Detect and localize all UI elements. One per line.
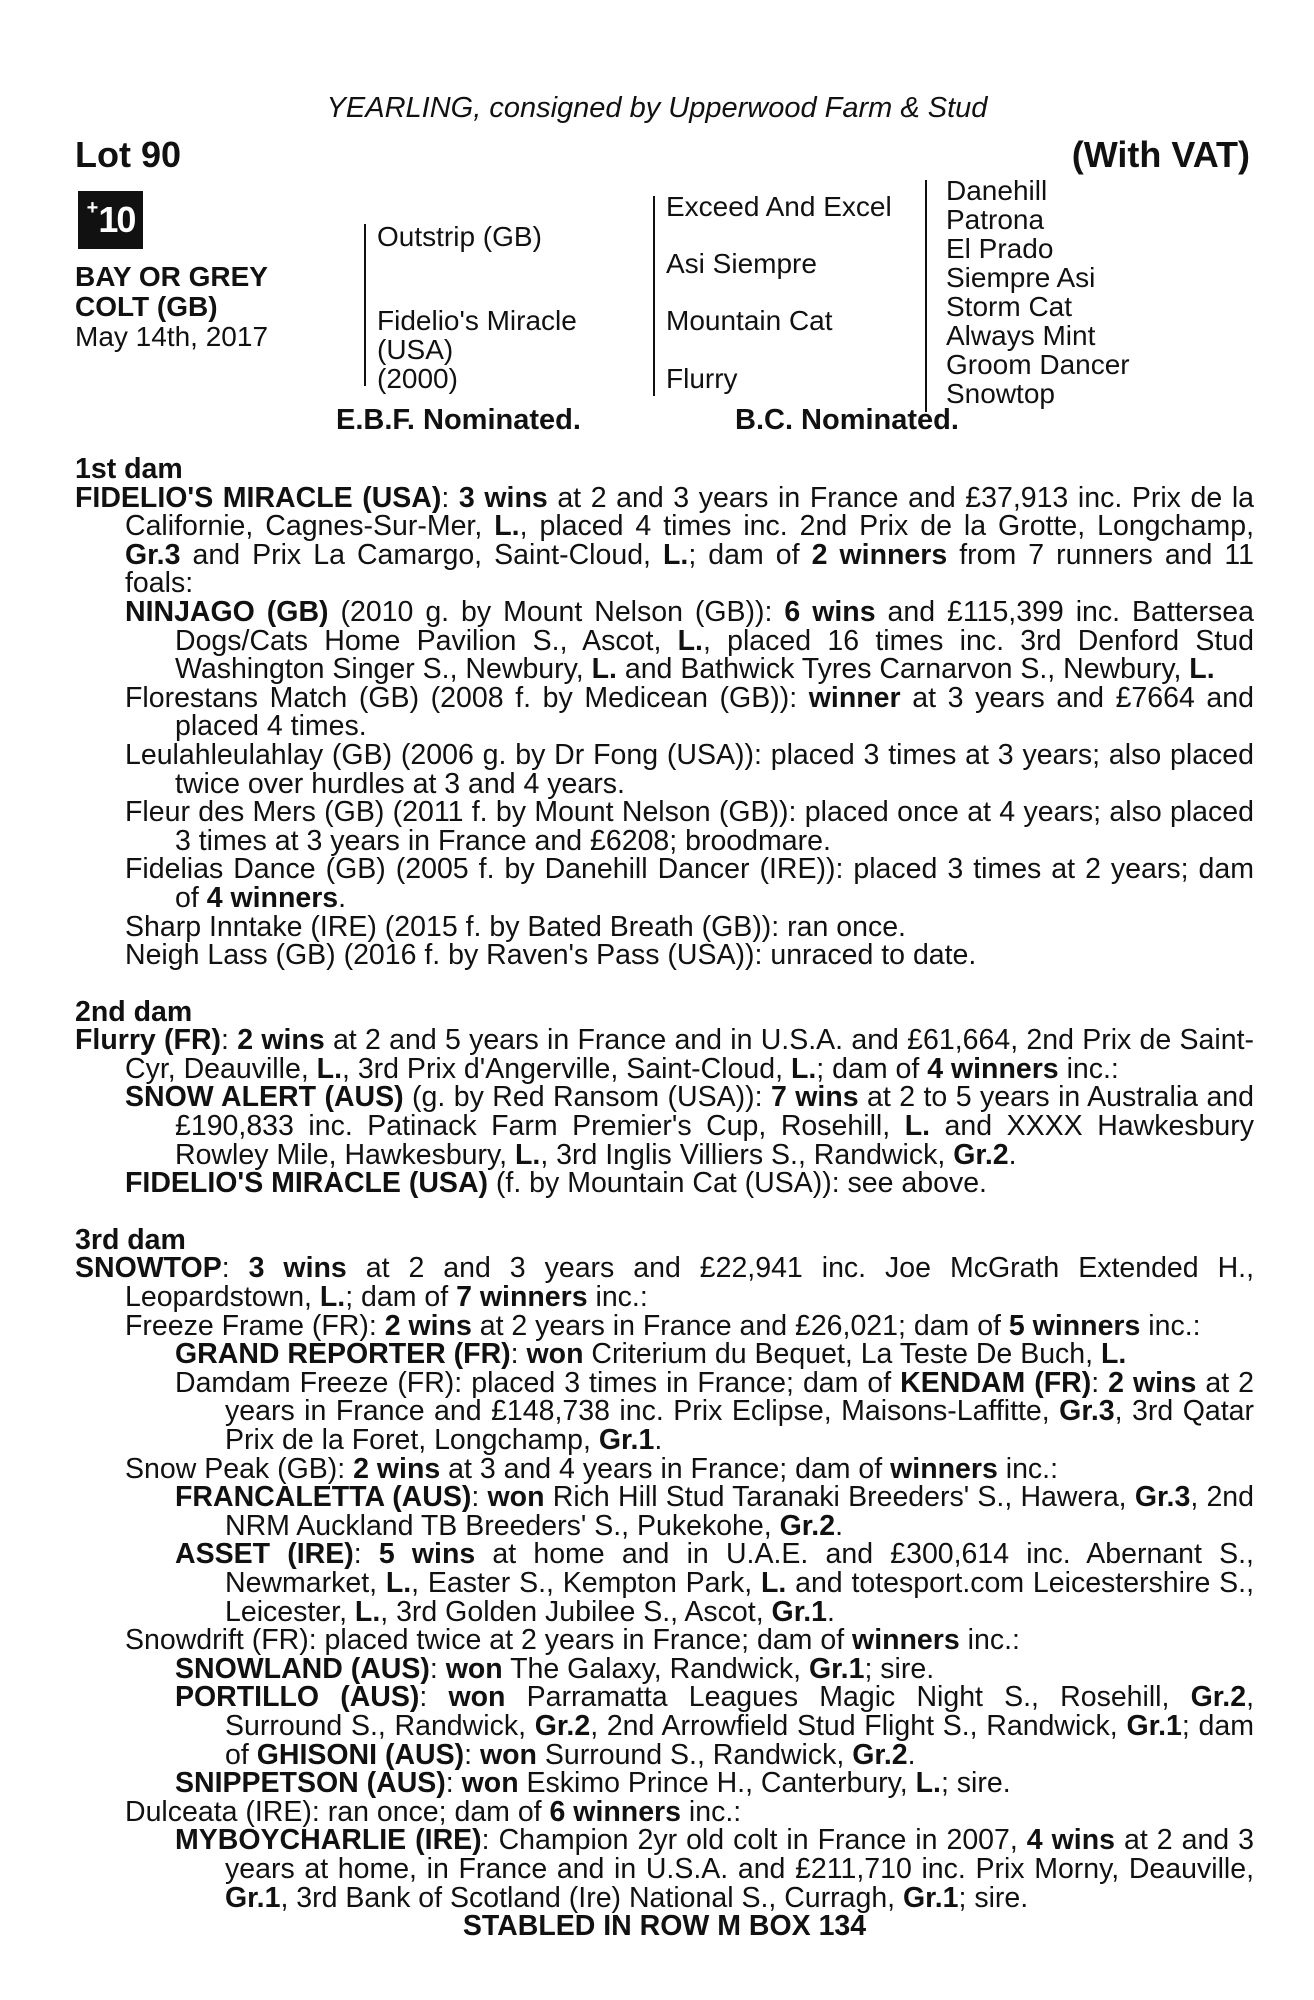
pedigree-ggp-4: Siempre Asi <box>946 262 1096 293</box>
section-heading: 2nd dam <box>75 995 193 1028</box>
pedigree-entry: MYBOYCHARLIE (IRE): Champion 2yr old colt in France in 2007, 4 wins at 2 and 3 years at home, in France and in U.S.A. and £211,710 inc. Prix Morny, Deauville, Gr.1, 3rd Bank of Scotland (Ire) National S., Curragh, Gr.1; sire. <box>175 1824 1254 1914</box>
horse-description <box>75 262 268 352</box>
pedigree-ggp-7: Groom Dancer <box>946 349 1130 380</box>
pedigree-entry: FRANCALETTA (AUS): won Rich Hill Stud Taranaki Breeders' S., Hawera, Gr.3, 2nd NRM Auckland TB Breeders' S., Pukekohe, Gr.2. <box>175 1481 1255 1542</box>
pedigree-entry: Sharp Inntake (IRE) (2015 f. by Bated Breath (GB)): ran once. <box>125 910 906 943</box>
section-gap <box>75 970 1254 998</box>
pedigree-gp-3: Mountain Cat <box>666 305 833 336</box>
ebf-nomination: E.B.F. Nominated. <box>336 404 581 436</box>
pedigree-entry: Fleur des Mers (GB) (2011 f. by Mount Nelson (GB)): placed once at 4 years; also placed 3 times at 3 years in France and £6208; broodmare. <box>125 796 1254 857</box>
pedigree-entry: Dulceata (IRE): ran once; dam of 6 winners inc.: <box>125 1795 742 1828</box>
pedigree-ggp-5: Storm Cat <box>946 291 1073 322</box>
badge-number: 10 <box>98 199 135 240</box>
consignor-line: YEARLING, consigned by Upperwood Farm & Stud <box>326 92 988 124</box>
pedigree-entry: Snow Peak (GB): 2 wins at 3 and 4 years in France; dam of winners inc.: <box>125 1452 1059 1485</box>
pedigree-entry: NINJAGO (GB) (2010 g. by Mount Nelson (GB)): 6 wins and £115,399 inc. Battersea Dogs/Cats Home Pavilion S., Ascot, L., placed 16 times inc. 3rd Denford Stud Washington Singer S., Newbury, L. and Bathwick Tyres Carnarvon S., Newbury, L. <box>125 595 1254 686</box>
pedigree-ggp-2: Patrona <box>946 204 1045 235</box>
stabled-location: STABLED IN ROW M BOX 134 <box>462 1910 867 1943</box>
pedigree-entry: Neigh Lass (GB) (2016 f. by Raven's Pass (USA)): unraced to date. <box>125 939 977 972</box>
pedigree-entry: ASSET (IRE): 5 wins at home and in U.A.E. and £300,614 inc. Abernant S., Newmarket, L., Easter S., Kempton Park, L. and totesport.com Leicestershire S., Leicester, L., 3rd Golden Jubilee S., Ascot, Gr.1. <box>175 1538 1254 1628</box>
section-gap <box>75 1198 1254 1226</box>
badge-plus: + <box>86 196 99 219</box>
pedigree-sire: Outstrip (GB) <box>377 221 542 252</box>
pedigree-dam-2: (USA) <box>377 334 454 365</box>
pedigree-entry: Freeze Frame (FR): 2 wins at 2 years in France and £26,021; dam of 5 winners inc.: <box>125 1309 1201 1342</box>
pedigree-ggp-6: Always Mint <box>946 320 1096 351</box>
plus-ten-badge-icon <box>78 191 143 249</box>
pedigree-entry: SNOW ALERT (AUS) (g. by Red Ransom (USA)): 7 wins at 2 to 5 years in Australia and £190,833 inc. Patinack Farm Premier's Cup, Rosehill, L. and XXXX Hawkesbury Rowley Mile, Hawkesbury, L., 3rd Inglis Villiers S., Randwick, Gr.2. <box>125 1081 1255 1171</box>
section-heading: 1st dam <box>75 453 183 485</box>
vat-label: (With VAT) <box>1071 134 1250 175</box>
pedigree-gp-4: Flurry <box>666 363 738 394</box>
pedigree-entry: PORTILLO (AUS): won Parramatta Leagues Magic Night S., Rosehill, Gr.2, Surround S., Randwick, Gr.2, 2nd Arrowfield Stud Flight S., Randwick, Gr.1; dam of GHISONI (AUS): won Surround S., Randwick, Gr.2. <box>175 1681 1254 1771</box>
pedigree-entry: GRAND REPORTER (FR): won Criterium du Bequet, La Teste De Buch, L. <box>175 1338 1127 1371</box>
pedigree-entry: FIDELIO'S MIRACLE (USA) (f. by Mountain Cat (USA)): see above. <box>125 1167 987 1200</box>
lot-number: Lot 90 <box>75 134 182 175</box>
pedigree-entry: Florestans Match (GB) (2008 f. by Medicean (GB)): winner at 3 years and £7664 and placed 4 times. <box>125 681 1254 743</box>
pedigree-line-1 <box>364 224 366 386</box>
pedigree-entry: FIDELIO'S MIRACLE (USA): 3 wins at 2 and 3 years in France and £37,913 inc. Prix de la Californie, Cagnes-Sur-Mer, L., placed 4 times inc. 2nd Prix de la Grotte, Longchamp, Gr.3 and Prix La Camargo, Saint-Cloud, L.; dam of 2 winners from 7 runners and 11 foals: <box>75 481 1255 600</box>
pedigree-gp-2: Asi Siempre <box>666 248 817 279</box>
pedigree-entry: Flurry (FR): 2 wins at 2 and 5 years in France and in U.S.A. and £61,664, 2nd Prix de Saint-Cyr, Deauville, L., 3rd Prix d'Angerville, Saint-Cloud, L.; dam of 4 winners inc.: <box>75 1024 1254 1085</box>
pedigree-ggp-1: Danehill <box>946 175 1048 206</box>
horse-foaled: May 14th, 2017 <box>75 321 269 352</box>
pedigree-entry: SNOWTOP: 3 wins at 2 and 3 years and £22,941 inc. Joe McGrath Extended H., Leopardstown, L.; dam of 7 winners inc.: <box>75 1252 1254 1314</box>
pedigree-entry: Damdam Freeze (FR): placed 3 times in France; dam of KENDAM (FR): 2 wins at 2 years in France and £148,738 inc. Prix Eclipse, Maisons-Laffitte, Gr.3, 3rd Qatar Prix de la Foret, Longchamp, Gr.1. <box>175 1366 1254 1456</box>
pedigree-entry: SNIPPETSON (AUS): won Eskimo Prince H., Canterbury, L.; sire. <box>175 1767 1011 1800</box>
pedigree-dam-3: (2000) <box>377 363 458 394</box>
pedigree-entry: Snowdrift (FR): placed twice at 2 years in France; dam of winners inc.: <box>125 1624 1020 1657</box>
produce-record <box>75 455 1254 1941</box>
pedigree-entry: Leulahleulahlay (GB) (2006 g. by Dr Fong (USA)): placed 3 times at 3 years; also placed twice over hurdles at 3 and 4 years. <box>125 738 1254 800</box>
bc-nomination: B.C. Nominated. <box>735 404 959 436</box>
pedigree-entry: SNOWLAND (AUS): won The Galaxy, Randwick, Gr.1; sire. <box>175 1652 935 1685</box>
pedigree-dam-1: Fidelio's Miracle <box>377 305 577 336</box>
horse-colour: BAY OR GREY <box>75 261 268 292</box>
pedigree-ggp-8: Snowtop <box>946 378 1055 409</box>
horse-sex: COLT (GB) <box>75 291 218 322</box>
pedigree-gp-1: Exceed And Excel <box>666 191 892 222</box>
pedigree-line-3 <box>925 180 927 412</box>
pedigree-entry: Fidelias Dance (GB) (2005 f. by Danehill Dancer (IRE)): placed 3 times at 2 years; dam of 4 winners. <box>125 853 1254 914</box>
pedigree-ggp-3: El Prado <box>946 233 1054 264</box>
section-heading: 3rd dam <box>75 1223 186 1256</box>
pedigree-line-2 <box>653 196 655 396</box>
